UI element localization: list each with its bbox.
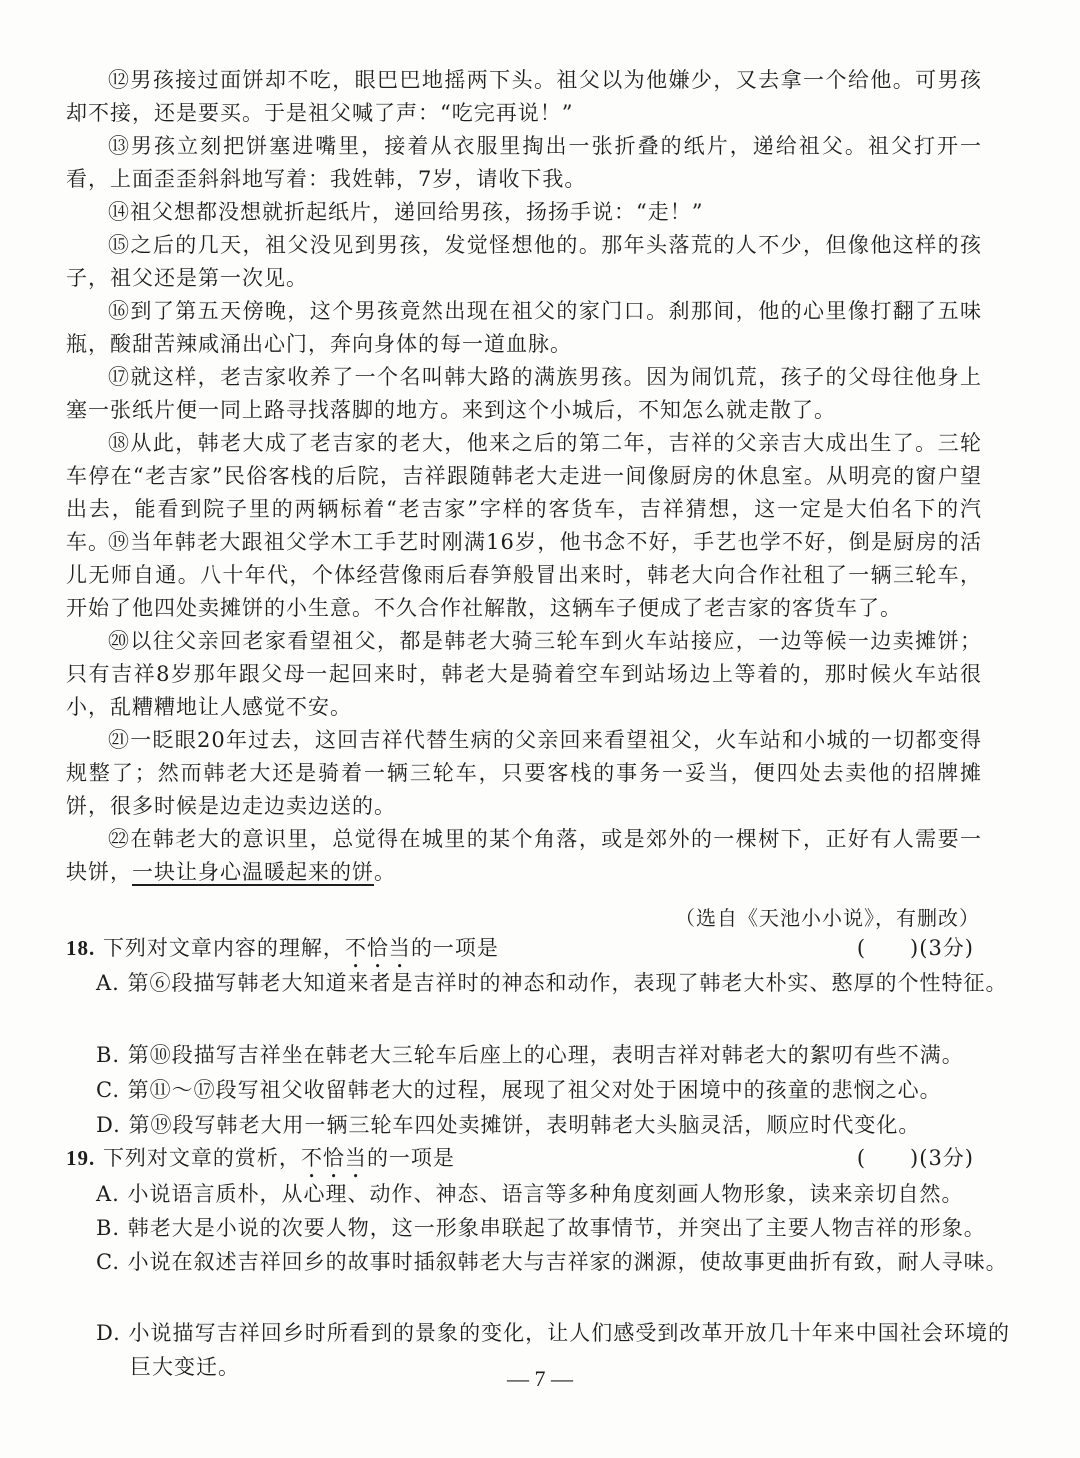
question-18-option-d: D. 第⑲段写韩老大用一辆三轮车四处卖摊饼，表明韩老大头脑灵活，顺应时代变化。 bbox=[96, 1113, 921, 1137]
question-19-option-b: B. 韩老大是小说的次要人物，这一形象串联起了故事情节，并突出了主要人物吉祥的形象。 bbox=[96, 1216, 986, 1240]
paragraph-22-end: 。 bbox=[374, 860, 396, 884]
question-19-option-a: A. 小说语言质朴，从心理、动作、神态、语言等多种角度刻画人物形象，读来亲切自然。 bbox=[96, 1182, 964, 1206]
paragraph-22-text: ㉒在韩老大的意识里，总觉得在城里的某个角落，或是郊外的一棵树下，正好有人需要一块饼， bbox=[66, 827, 982, 884]
question-19-text-b: 的一项是 bbox=[366, 1146, 455, 1170]
question-18-option-c: C. 第⑪～⑰段写祖父收留韩老大的过程，展现了祖父对处于困境中的孩童的悲悯之心。 bbox=[96, 1078, 942, 1102]
paragraph-14: ⑭祖父想都没想就折起纸片，递回给男孩，扬扬手说：“走！” bbox=[108, 200, 704, 224]
paragraph-18: ⑱从此，韩老大成了老吉家的老大，他来之后的第二年，吉祥的父亲吉大成出生了。三轮车停在“老吉家”民俗客栈的后院，吉祥跟随韩老大走进一间像厨房的休息室。从明亮的窗户望出去，能看到院子里的两辆标着“老吉家”字样的客货车，吉祥猜想，这一定是大伯名下的汽车。 bbox=[66, 431, 982, 554]
paragraph-19: ⑲当年韩老大跟祖父学木工手艺时刚满16岁，他书念不好，手艺也学不好，倒是厨房的活儿无师自通。八十年代，个体经营像雨后春笋般冒出来时，韩老大向合作社租了一辆三轮车，开始了他四处卖摊饼的小生意。不久合作社解散，这辆车子便成了老吉家的客货车了。 bbox=[66, 530, 982, 620]
paragraph-17: ⑰就这样，老吉家收养了一个名叫韩大路的满族男孩。因为闹饥荒，孩子的父母往他身上塞一张纸片便一同上路寻找落脚的地方。来到这个小城后，不知怎么就走散了。 bbox=[66, 365, 982, 422]
paragraph-15: ⑮之后的几天，祖父没见到男孩，发觉怪想他的。那年头落荒的人不少，但像他这样的孩子，祖父还是第一次见。 bbox=[66, 233, 982, 290]
source-citation: （选自《天池小小说》，有删改） bbox=[675, 906, 980, 930]
question-18-score: ( )(3分) bbox=[856, 936, 974, 960]
page-number: — 7 — bbox=[507, 1366, 573, 1391]
paragraph-21: ㉑一眨眼20年过去，这回吉祥代替生病的父亲回来看望祖父，火车站和小城的一切都变得规整了；然而韩老大还是骑着一辆三轮车，只要客栈的事务一妥当，便四处去卖他的招牌摊饼，很多时候是边走边卖边送的。 bbox=[66, 728, 982, 818]
question-19-text-a: 下列对文章的赏析， bbox=[102, 1146, 301, 1170]
question-18-option-a: A. 第⑥段描写韩老大知道来者是吉祥时的神态和动作，表现了韩老大朴实、憨厚的个性特征。 bbox=[96, 971, 1008, 995]
question-19-score: ( )(3分) bbox=[856, 1146, 974, 1170]
underlined-phrase: 一块让身心温暖起来的饼 bbox=[132, 860, 374, 884]
question-19-option-c: C. 小说在叙述吉祥回乡的故事时插叙韩老大与吉祥家的渊源，使故事更曲折有致，耐人寻味。 bbox=[96, 1250, 1008, 1274]
question-19-number: 19. bbox=[66, 1146, 96, 1170]
question-18-option-b: B. 第⑩段描写吉祥坐在韩老大三轮车后座上的心理，表明吉祥对韩老大的絮叨有些不满。 bbox=[96, 1043, 964, 1067]
question-19-option-d: D. 小说描写吉祥回乡时所看到的景象的变化，让人们感受到改革开放几十年来中国社会环境的巨大变迁。 bbox=[96, 1321, 1010, 1379]
question-19-emphasis: 不恰当 bbox=[300, 1146, 367, 1170]
paragraph-20: ⑳以往父亲回老家看望祖父，都是韩老大骑三轮车到火车站接应，一边等候一边卖摊饼；只有吉祥8岁那年跟父母一起回来时，韩老大是骑着空车到站场边上等着的，那时候火车站很小，乱糟糟地让人感觉不安。 bbox=[66, 629, 982, 719]
paragraph-16: ⑯到了第五天傍晚，这个男孩竟然出现在祖父的家门口。刹那间，他的心里像打翻了五味瓶，酸甜苦辣咸涌出心门，奔向身体的每一道血脉。 bbox=[66, 299, 982, 356]
question-18-text-b: 的一项是 bbox=[410, 936, 499, 960]
question-18-text-a: 下列对文章内容的理解， bbox=[102, 936, 345, 960]
question-18-emphasis: 不恰当 bbox=[344, 936, 411, 960]
paragraph-12: ⑫男孩接过面饼却不吃，眼巴巴地摇两下头。祖父以为他嫌少，又去拿一个给他。可男孩却不接，还是要买。于是祖父喊了声：“吃完再说！” bbox=[66, 68, 982, 125]
paragraph-13: ⑬男孩立刻把饼塞进嘴里，接着从衣服里掏出一张折叠的纸片，递给祖父。祖父打开一看，上面歪歪斜斜地写着：我姓韩，7岁，请收下我。 bbox=[66, 134, 982, 191]
question-18-number: 18. bbox=[66, 936, 96, 960]
paragraph-22 bbox=[66, 823, 982, 889]
